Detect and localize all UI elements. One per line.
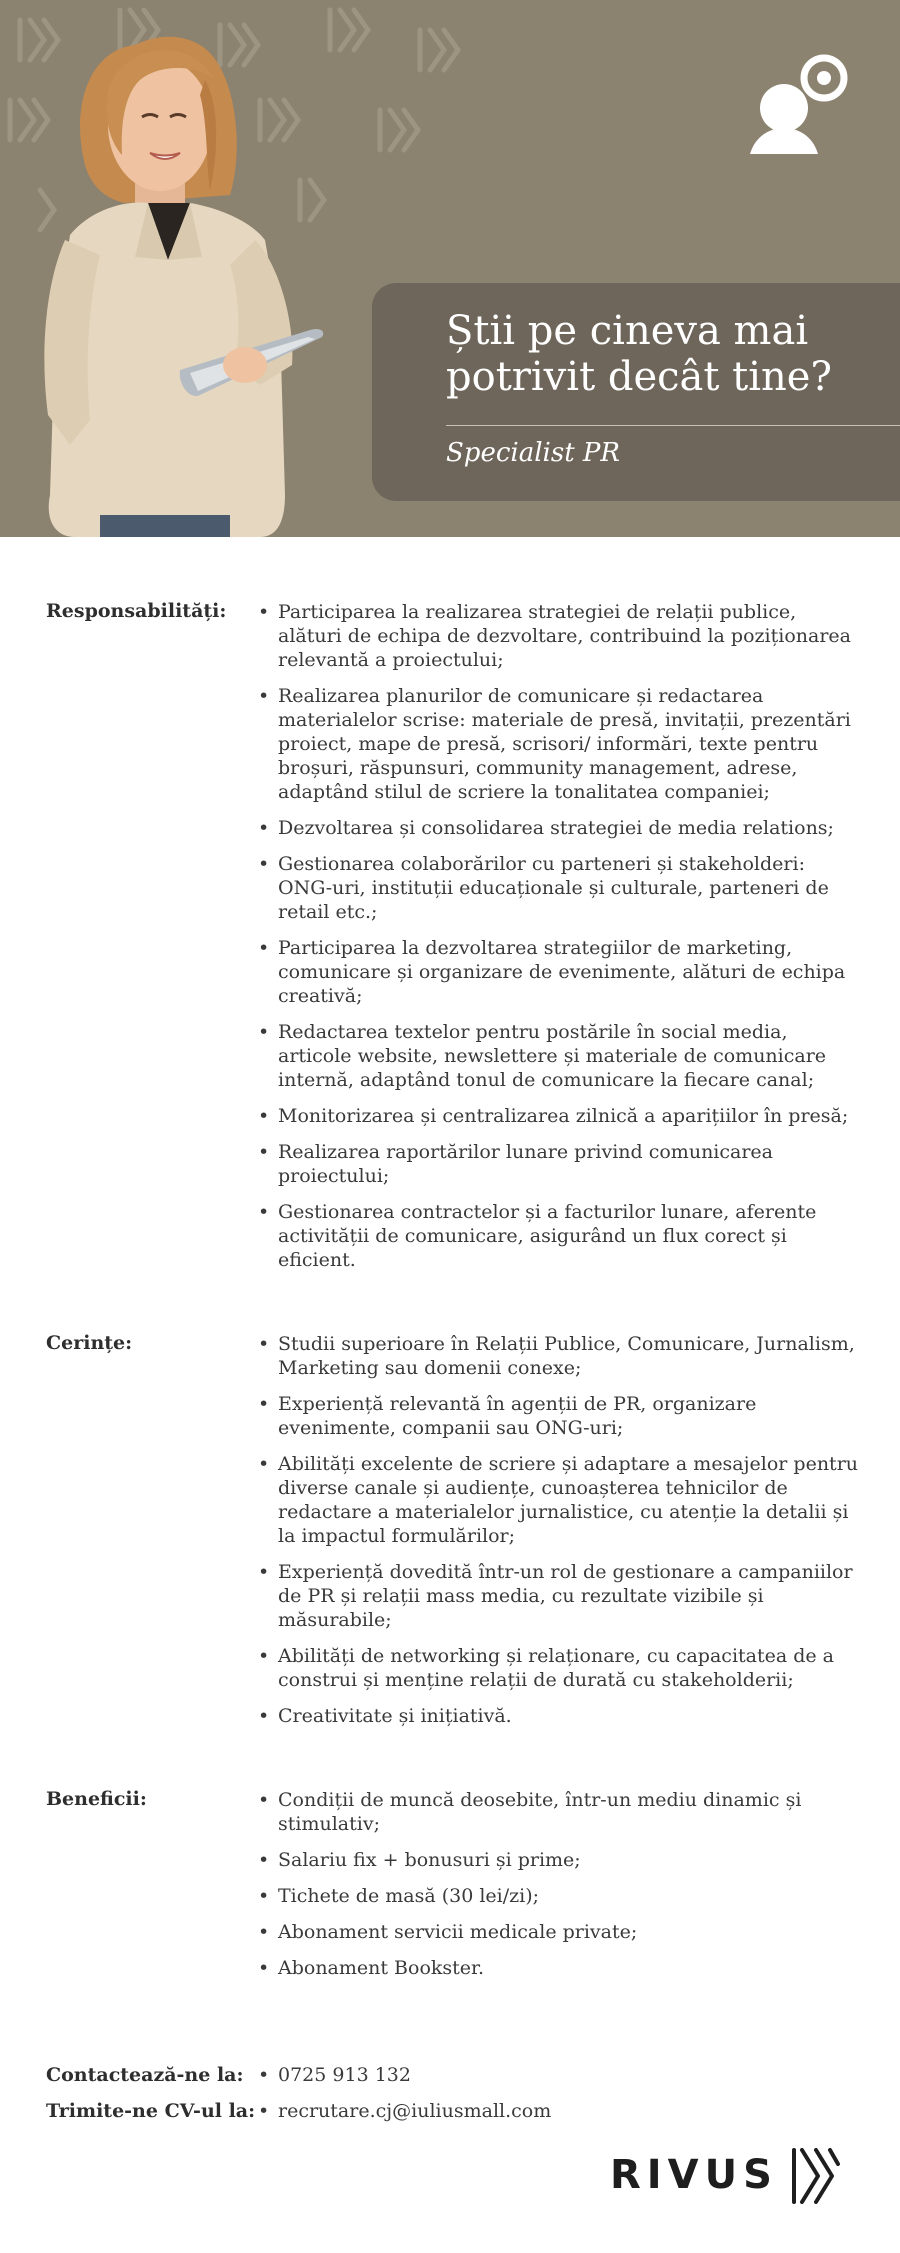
list-item: • Participarea la dezvoltarea strategiilor de marketing, comunicare și organizare de evenimente, alături de echipa creativă;: [258, 936, 858, 1008]
brand-mark-icon: [790, 2146, 842, 2206]
list-item: • Experiență relevantă în agenții de PR, organizare evenimente, companii sau ONG-uri;: [258, 1392, 858, 1440]
person-target-icon: [742, 50, 852, 160]
list-item: • Creativitate și inițiativă.: [258, 1704, 858, 1728]
list-item: • Studii superioare în Relații Publice, Comunicare, Jurnalism, Marketing sau domenii conexe;: [258, 1332, 858, 1380]
headline-divider: [446, 425, 900, 426]
list-item: • Condiții de muncă deosebite, într-un mediu dinamic și stimulativ;: [258, 1788, 858, 1836]
brand-wordmark: RIVUS: [610, 2152, 778, 2198]
list-item: • Experiență dovedită într-un rol de gestionare a campaniilor de PR și relații mass media, cu rezultate vizibile și măsurabile;: [258, 1560, 858, 1632]
email-label: Trimite-ne CV-ul la:: [46, 2100, 256, 2122]
list-item: • Participarea la realizarea strategiei de relații publice, alături de echipa de dezvoltare, contribuind la poziționarea relevantă a proiectului;: [258, 600, 858, 672]
job-title: Specialist PR: [446, 438, 620, 468]
list-item: • Dezvoltarea și consolidarea strategiei de media relations;: [258, 816, 858, 840]
list-item: • Tichete de masă (30 lei/zi);: [258, 1884, 858, 1908]
responsibilities-label: Responsabilități:: [46, 600, 227, 622]
phone-label: Contactează-ne la:: [46, 2064, 244, 2086]
list-item: • Abilități excelente de scriere și adaptare a mesajelor pentru diverse canale și audiențe, cunoașterea tehnicilor de redactare a materialelor jurnalistice, cu atenție la detalii și la impactul formulărilor;: [258, 1452, 858, 1548]
benefits-label: Beneficii:: [46, 1788, 147, 1810]
headline: Știi pe cineva mai potrivit decât tine?: [446, 308, 832, 400]
requirements-list: [258, 1332, 858, 1740]
list-item: • Abonament Bookster.: [258, 1956, 858, 1980]
list-item: • Realizarea planurilor de comunicare și redactarea materialelor scrise: materiale de presă, invitații, prezentări proiect, mape de presă, scrisori/ informări, texte pentru broșuri, răspunsuri, community management, adrese, adaptând stilul de scriere la tonalitatea companiei;: [258, 684, 858, 804]
list-item: • Realizarea raportărilor lunare privind comunicarea proiectului;: [258, 1140, 858, 1188]
email-link[interactable]: • recrutare.cj@iuliusmall.com: [258, 2100, 551, 2122]
list-item: • Monitorizarea și centralizarea zilnică a aparițiilor în presă;: [258, 1104, 858, 1128]
responsibilities-list: [258, 600, 858, 1284]
hero-banner: [0, 0, 900, 537]
list-item: • Abilități de networking și relaționare, cu capacitatea de a construi și menține relații de durată cu stakeholderii;: [258, 1644, 858, 1692]
requirements-label: Cerințe:: [46, 1332, 133, 1354]
list-item: • Redactarea textelor pentru postările în social media, articole website, newslettere și materiale de comunicare internă, adaptând tonul de comunicare la fiecare canal;: [258, 1020, 858, 1092]
list-item: • Abonament servicii medicale private;: [258, 1920, 858, 1944]
list-item: • Gestionarea contractelor și a facturilor lunare, aferente activității de comunicare, asigurând un flux corect și eficient.: [258, 1200, 858, 1272]
phone-number[interactable]: • 0725 913 132: [258, 2064, 411, 2086]
benefits-list: [258, 1788, 858, 1992]
list-item: • Gestionarea colaborărilor cu parteneri și stakeholderi: ONG-uri, instituții educaționale și culturale, parteneri de retail etc.;: [258, 852, 858, 924]
list-item: • Salariu fix + bonusuri și prime;: [258, 1848, 858, 1872]
